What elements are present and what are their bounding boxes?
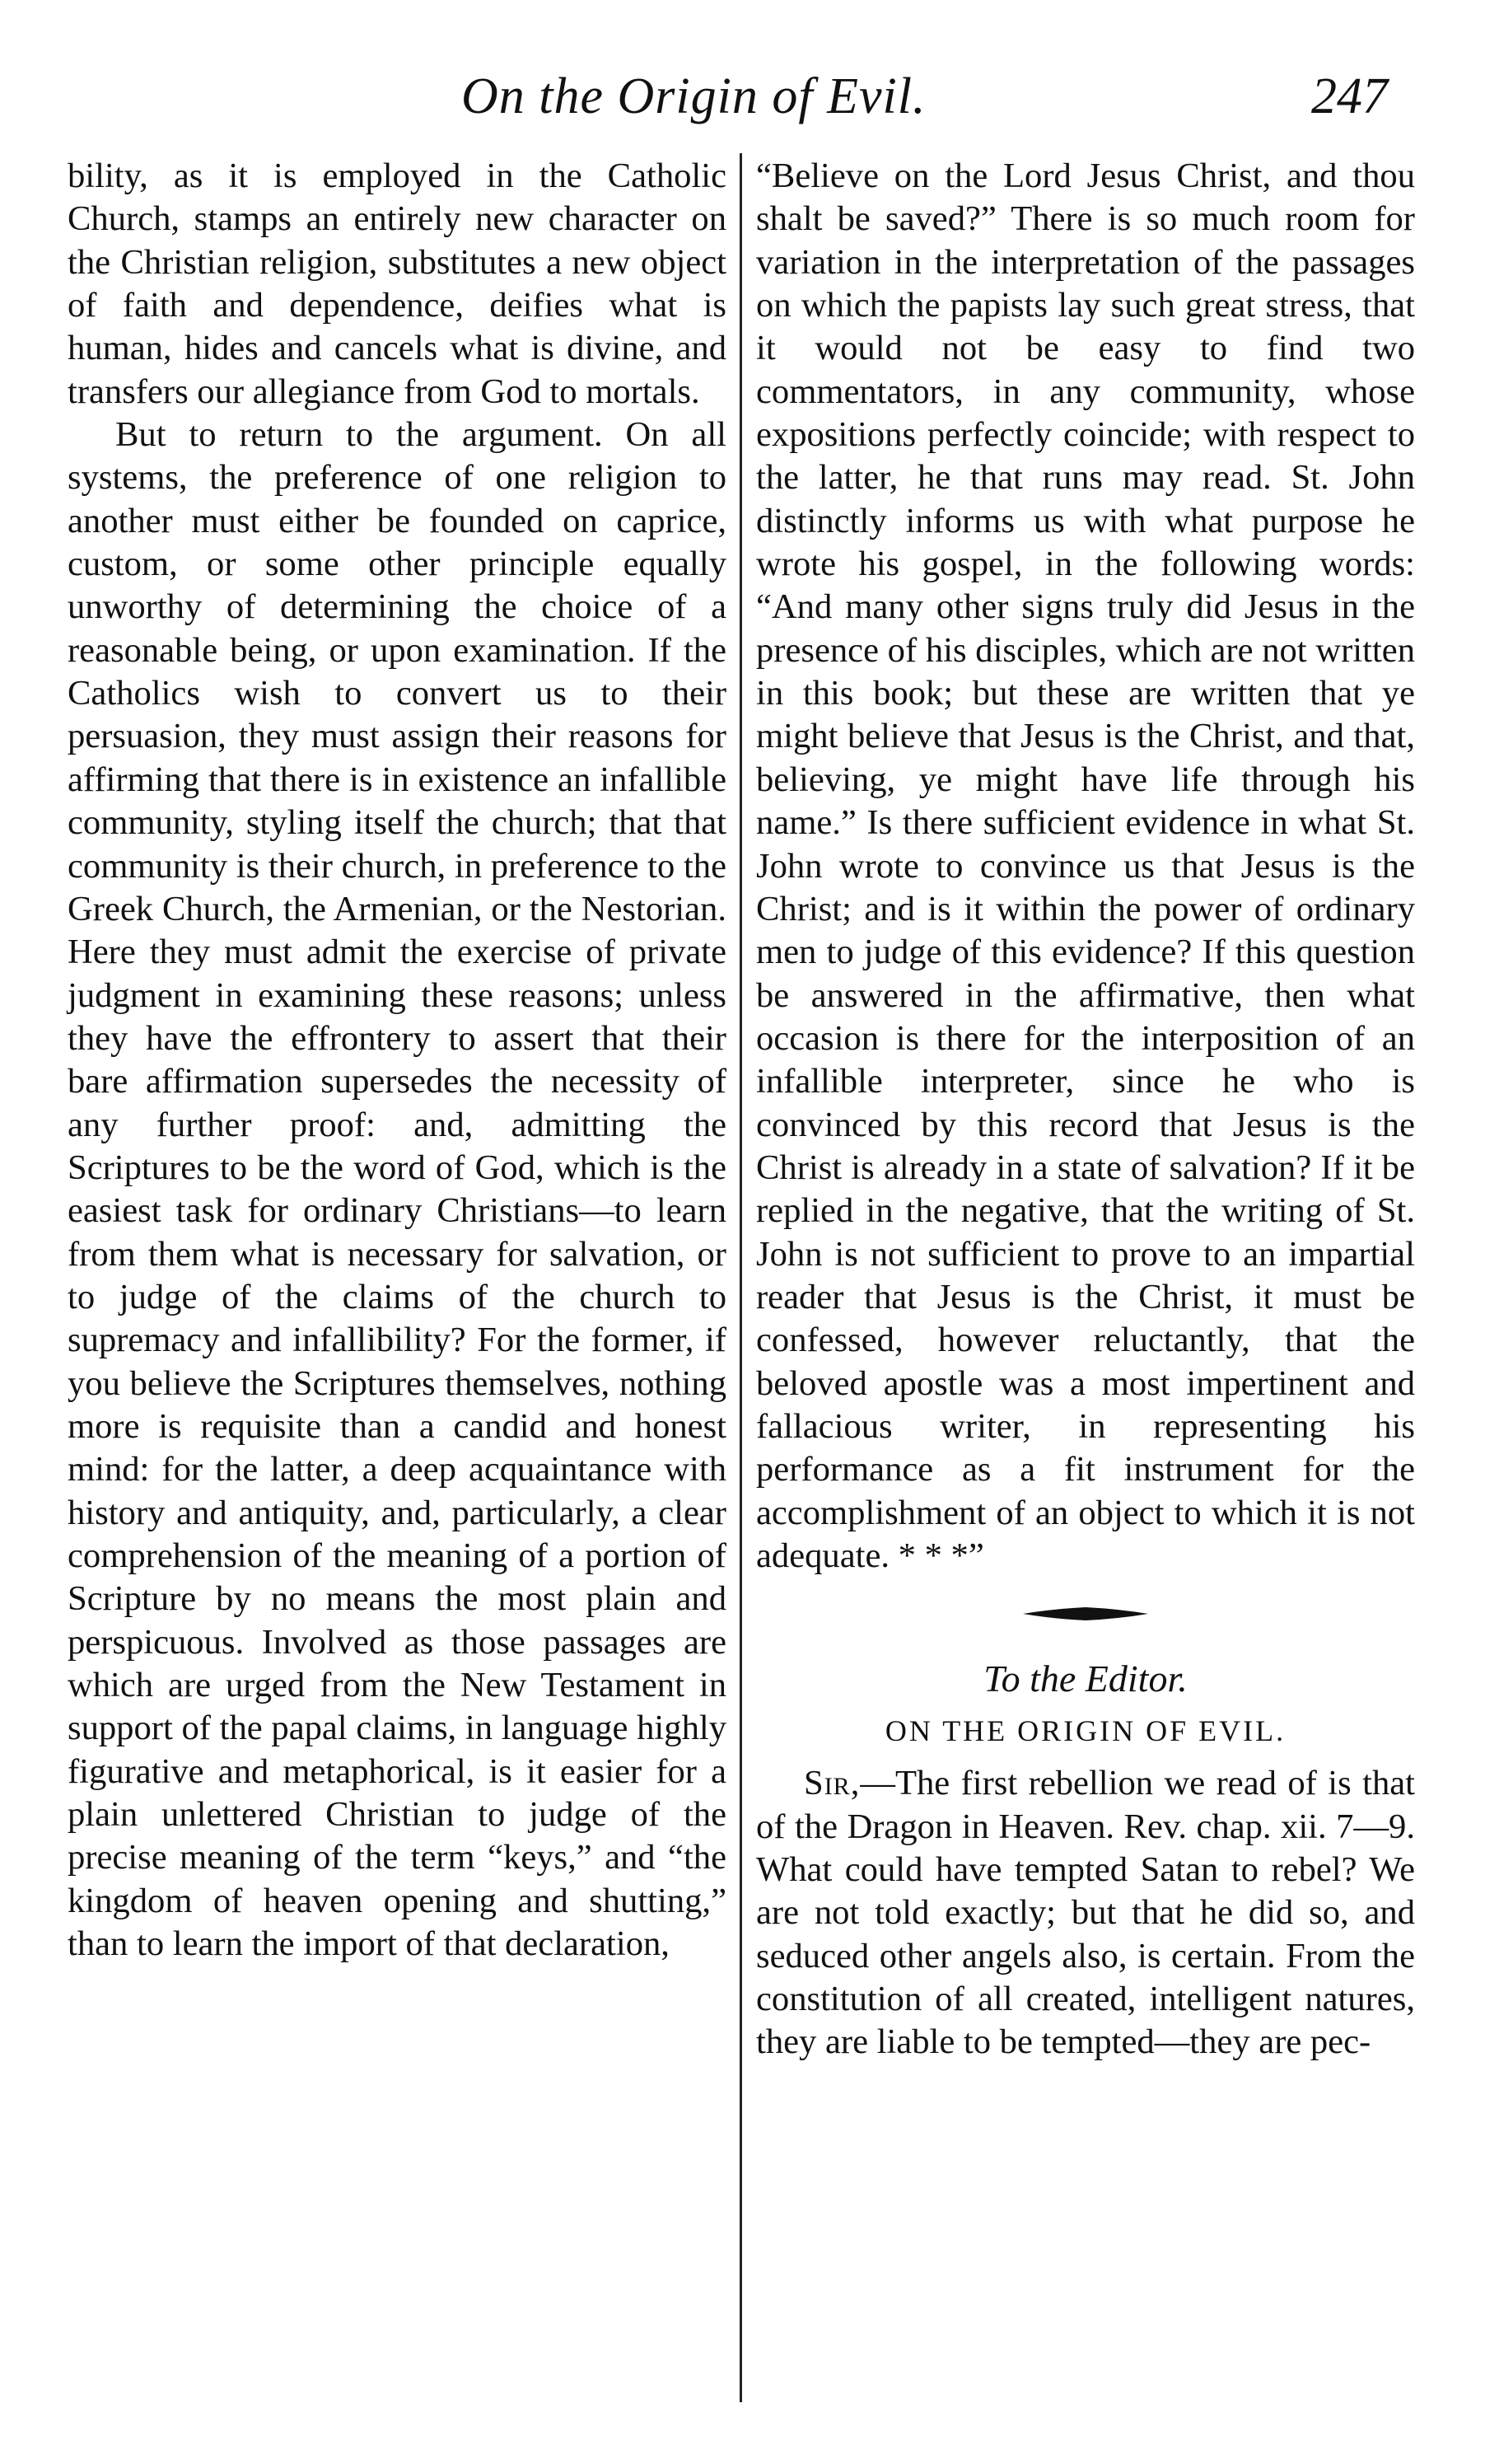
left-paragraph-2: But to return to the argument. On all systems, the preference of one religion to another must either be founded on caprice, custom, or some other principle equally unworthy of determining the choice of a reasonable being, or upon examination. If the Catholics wish to convert us to their persuasion, they must assign their reasons for affirming that there is in existence an infallible community, styling itself the church; that that community is their church, in preference to the Greek Church, the Armenian, or the Nestorian. Here they must admit the exercise of private judgment in examining these reasons; unless they have the effrontery to assert that their bare affirmation supersedes the necessity of any further proof: and, admitting the Scriptures to be the word of God, which is the easiest task for ordinary Christians—to learn from them what is necessary for salvation, or to judge of the claims of the church to supremacy and infallibility? For the former, if you believe the Scriptures themselves, nothing more is requisite than a candid and honest mind: for the latter, a deep acquaintance with history and antiquity, and, particularly, a clear comprehension of the meaning of a portion of Scripture by no means the most plain and perspicuous. Involved as those passages are which are urged from the New Testament in support of the papal claims, in language highly figurative and metaphorical, is it easier for a plain unlettered Christian to judge of the precise meaning of the term “keys,” and “the kingdom of heaven opening and shutting,” than to learn the import of that declaration, — [68, 415, 726, 1964]
section-ornament — [756, 1597, 1415, 1643]
right-paragraph-1: “Believe on the Lord Jesus Christ, and thou shalt be saved?” There is so much room for variation in the interpretation of the passages on which the papists lay such great stress, that it would not be easy to find two commentators, in any community, whose expositions perfectly coincide; with respect to the latter, he that runs may read. St. John distinctly informs us with what purpose he wrote his gospel, in the following words: “And many other signs truly did Jesus in the presence of his disciples, which are not written in this book; but these are written that ye might believe that Jesus is the Christ, and that, believing, ye might have life through his name.” Is there sufficient evidence in what St. John wrote to convince us that Jesus is the Christ; and is it within the power of ordinary men to judge of this evidence? If this question be answered in the affirmative, then what occasion is there for the interposition of an infallible interpreter, since he who is convinced by this record that Jesus is the Christ is already in a state of salvation? If it be replied in the negative, that the writing of St. John is not sufficient to prove to an impartial reader that Jesus is the Christ, it must be confessed, however reluctantly, that the beloved apostle was a most impertinent and fallacious writer, in representing his performance as a fit instrument for the accomplishment of an object to which it is not adequate. * * *” — [756, 157, 1415, 1575]
right-column — [756, 155, 1415, 2064]
salutation: Sir, — [804, 1764, 861, 1803]
running-title: On the Origin of Evil. — [461, 68, 927, 124]
left-paragraph-1: bility, as it is employed in the Catholic Church, stamps an entirely new character on the Christian religion, substitutes a new object of faith and dependence, deifies what is human, hides and cancels what is divine, and transfers our allegiance from God to mortals. — [68, 157, 726, 411]
letter-title: ON THE ORIGIN OF EVIL. — [885, 1714, 1287, 1748]
column-divider — [740, 153, 742, 2402]
right-paragraph-2-text: —The first rebellion we read of is that of the Dragon in Heaven. Rev. chap. xii. 7—9. What could have tempted Satan to rebel? We are not told exactly; but that he did so, and seduced other angels also, is certain. From the constitution of all created, intelligent natures, they are liable to be tempted—they are pec- — [756, 1764, 1415, 2062]
page-number: 247 — [1311, 68, 1388, 124]
left-column — [68, 155, 726, 1966]
letter-heading: To the Editor. — [983, 1657, 1188, 1700]
ornament-dash-icon — [1020, 1597, 1151, 1630]
right-paragraph-2 — [756, 1762, 1415, 2064]
